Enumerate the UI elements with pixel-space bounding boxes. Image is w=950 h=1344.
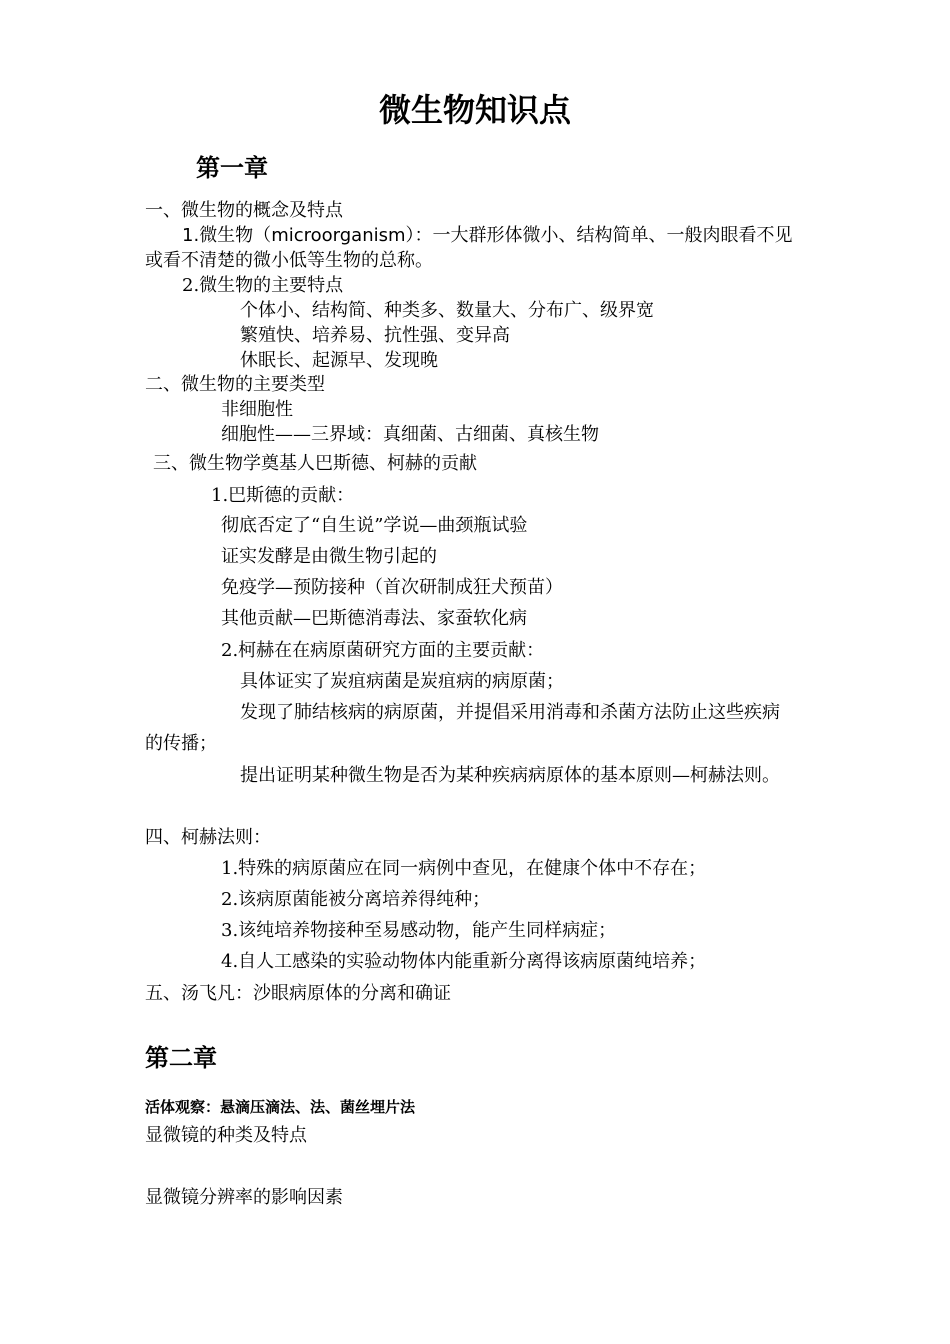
definition-part-a: 微生物（ (199, 225, 272, 246)
koch-rule: 2.该病原菌能被分离培养得纯种； (221, 889, 491, 910)
section-5-heading: 五、汤飞凡：沙眼病原体的分离和确证 (145, 983, 451, 1004)
live-observation-line: 活体观察：悬滴压滴法、法、菌丝埋片法 (145, 1098, 416, 1116)
pasteur-item: 其他贡献—巴斯德消毒法、家蚕软化病 (221, 608, 527, 629)
koch-item: 发现了肺结核病的病原菌，并提倡采用消毒和杀菌方法防止这些疾病 (240, 702, 780, 723)
feature-line: 个体小、结构简、种类多、数量大、分布广、级界宽 (240, 300, 654, 321)
definition-continuation: 或看不清楚的微小低等生物的总称。 (145, 250, 433, 271)
definition-number: 1. (182, 225, 200, 246)
definition-part-b: ）：一大群形体微小、结构简单、一般肉眼看不见 (405, 225, 793, 246)
type-item: 非细胞性 (221, 399, 293, 420)
section-3-heading: 三、微生物学奠基人巴斯德、柯赫的贡献 (153, 453, 477, 474)
pasteur-item: 免疫学—预防接种（首次研制成狂犬预苗） (221, 577, 563, 598)
koch-heading: 2.柯赫在在病原菌研究方面的主要贡献： (221, 640, 545, 661)
resolution-factors-line: 显微镜分辨率的影响因素 (145, 1187, 343, 1208)
section-4-heading: 四、柯赫法则： (145, 827, 271, 848)
chapter-2-heading: 第二章 (145, 1044, 217, 1072)
koch-item-continuation: 的传播； (145, 733, 217, 754)
koch-rule: 4.自人工感染的实验动物体内能重新分离得该病原菌纯培养； (221, 951, 707, 972)
feature-line: 休眠长、起源早、发现晚 (240, 350, 438, 371)
definition-line (182, 224, 793, 248)
koch-item: 提出证明某种微生物是否为某种疾病病原体的基本原则—柯赫法则。 (240, 765, 780, 786)
pasteur-item: 证实发酵是由微生物引起的 (221, 546, 437, 567)
features-heading: 2.微生物的主要特点 (182, 275, 344, 296)
section-2-heading: 二、微生物的主要类型 (145, 374, 325, 395)
feature-line: 繁殖快、培养易、抗性强、变异高 (240, 325, 510, 346)
pasteur-heading: 1.巴斯德的贡献： (211, 485, 355, 506)
section-1-heading: 一、微生物的概念及特点 (145, 200, 343, 221)
koch-rule: 1.特殊的病原菌应在同一病例中查见，在健康个体中不存在； (221, 858, 707, 879)
type-item: 细胞性——三界域：真细菌、古细菌、真核生物 (221, 424, 599, 445)
pasteur-item: 彻底否定了“自生说”学说—曲颈瓶试验 (221, 515, 528, 536)
chapter-1-heading: 第一章 (196, 154, 268, 182)
microscope-types-line: 显微镜的种类及特点 (145, 1125, 307, 1146)
document-title: 微生物知识点 (378, 91, 571, 129)
koch-item: 具体证实了炭疽病菌是炭疽病的病原菌； (240, 671, 564, 692)
definition-term: microorganism (271, 225, 406, 246)
koch-rule: 3.该纯培养物接种至易感动物，能产生同样病症； (221, 920, 617, 941)
